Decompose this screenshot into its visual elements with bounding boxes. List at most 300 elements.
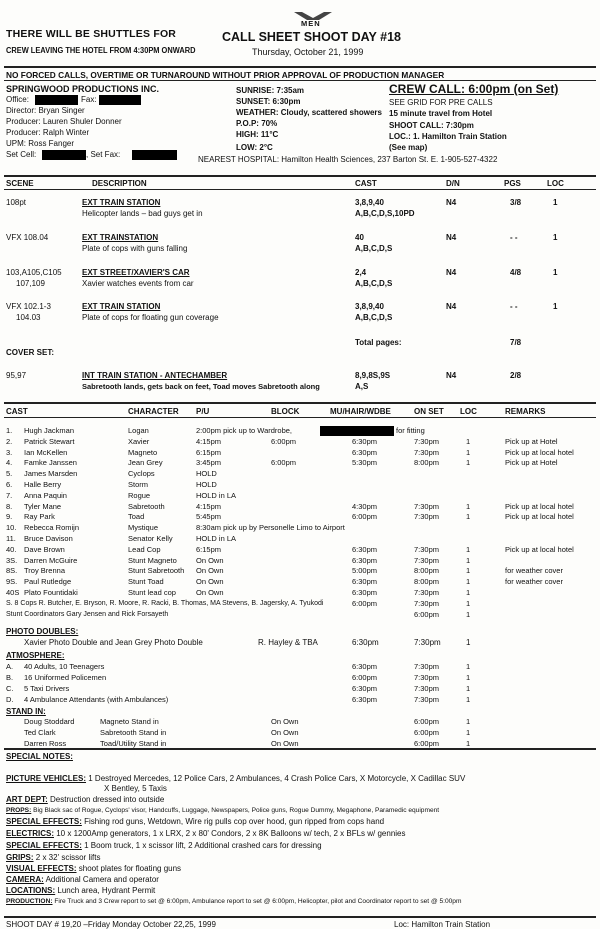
stand-in-row: [0, 717, 600, 726]
scene-row-detail: [0, 209, 600, 218]
note-label: SPECIAL EFFECTS:: [6, 841, 82, 850]
stand-in-on-set: 6:00pm: [414, 739, 440, 748]
scene-row: [0, 233, 600, 242]
location: LOC.: 1. Hamilton Train Station: [389, 132, 507, 141]
total-pages: 7/8: [510, 338, 522, 347]
atmosphere-on-set: 7:30pm: [414, 684, 440, 693]
scene-dn: N4: [446, 268, 457, 277]
special-note: [0, 875, 600, 885]
cast-remarks: Pick up at local hotel: [505, 512, 574, 522]
cast-character: Stunt Magneto: [128, 555, 177, 565]
cast-name: Halle Berry: [24, 480, 62, 489]
fax-label: Fax:: [81, 95, 97, 104]
note-line: [6, 806, 439, 816]
stand-in-name: Doug Stoddard: [24, 717, 75, 726]
scene-desc: Helicopter lands – bad guys get in: [82, 209, 203, 218]
scene-cast-2: A,B,C,D,S: [355, 313, 393, 322]
cast-remarks: Pick up at Hotel: [505, 436, 558, 446]
col-onset: ON SET: [414, 407, 444, 416]
scene-cast-2: A,B,C,D,S: [355, 244, 393, 253]
col-character: CHARACTER: [128, 407, 179, 416]
cast-loc: 1: [466, 501, 471, 511]
note-text: Fishing rod guns, Wetdown, Wire rig pulls cop over hood, gun ripped from cops hand: [81, 817, 385, 826]
stand-in-row: [0, 739, 600, 748]
scene-dn: N4: [446, 371, 457, 380]
footer-location: Loc: Hamilton Train Station: [394, 920, 491, 929]
stand-in-role: Toad/Utility Stand in: [100, 739, 167, 748]
scene-pgs: - -: [510, 302, 518, 311]
col-remarks: REMARKS: [505, 407, 546, 416]
set-cell-label: Set Cell:: [6, 150, 37, 159]
cast-remarks: for weather cover: [505, 577, 563, 587]
special-note: [0, 886, 600, 896]
atmosphere-loc: 1: [466, 662, 471, 671]
redacted-office: [35, 95, 78, 105]
stand-in-on-set: 6:00pm: [414, 717, 440, 726]
note-label: PRODUCTION:: [6, 898, 53, 905]
atmosphere-row: [0, 684, 600, 693]
cast-makeup: 5:30pm: [352, 458, 378, 468]
total-pages-label: Total pages:: [355, 338, 402, 347]
scene-pgs: 4/8: [510, 268, 522, 277]
cast-on-set: 7:30pm: [414, 436, 440, 446]
note-line: [6, 864, 181, 874]
stand-in-row: [0, 728, 600, 737]
cast-row: [0, 458, 600, 467]
cast-loc: 1: [466, 588, 471, 597]
cast-makeup: 6:30pm: [352, 447, 378, 457]
cast-name: Paul Rutledge: [24, 577, 72, 587]
cast-name: Plato Fountidaki: [24, 588, 78, 597]
cast-row: [0, 556, 600, 565]
cast-character: Toad: [128, 512, 145, 522]
scene-number: VFX 102.1-3: [6, 302, 51, 311]
stand-in-pickup: On Own: [271, 728, 299, 737]
atmosphere-on-set: 7:30pm: [414, 673, 440, 682]
extra-on-set: 7:30pm: [414, 599, 440, 608]
note-text-2: X Bentley, 5 Taxis: [104, 784, 167, 793]
col-loc: LOC: [460, 407, 477, 416]
cast-makeup: 5:00pm: [352, 566, 378, 576]
extra-loc: 1: [466, 610, 471, 619]
cast-character: Lead Cop: [128, 544, 161, 554]
stand-in-on-set: 6:00pm: [414, 728, 440, 737]
producer: Producer: Lauren Shuler Donner: [6, 117, 122, 126]
cast-remarks: Pick up at local hotel: [505, 447, 574, 457]
atmosphere-loc: 1: [466, 684, 471, 693]
scene-row: [0, 198, 600, 207]
cast-number: 2.: [6, 436, 13, 446]
cast-pickup: HOLD: [196, 469, 217, 479]
note-label: ART DEPT:: [6, 795, 48, 804]
note-line: [6, 853, 100, 863]
set-fax-label: , Set Fax:: [86, 150, 121, 159]
redacted-set-fax: [132, 150, 177, 160]
cast-makeup: 6:30pm: [352, 588, 378, 597]
scene-row-detail: [0, 313, 600, 322]
note-label: PICTURE VEHICLES:: [6, 774, 87, 783]
note-label: CAMERA:: [6, 875, 44, 884]
extra-text: S. 8 Cops R. Butcher, E. Bryson, R. Moore, R. Racki, B. Thomas, MA Stevens, B. Jagersky, A. Tyukodi: [6, 600, 324, 607]
cast-character: Xavier: [128, 436, 150, 446]
cast-loc: 1: [466, 555, 471, 565]
cast-pickup: On Own: [196, 588, 224, 597]
note-line: [6, 897, 461, 907]
cast-character: Logan: [128, 426, 149, 435]
cast-number: 3.: [6, 447, 13, 457]
col-description: DESCRIPTION: [92, 179, 147, 188]
upm: UPM: Ross Fanger: [6, 139, 75, 148]
note-text: Fire Truck and 3 Crew report to set @ 6:00pm, Ambulance report to set @ 6:00pm, Helicopter, pilot and Coordinator report to set @ 5:00pm: [52, 898, 462, 905]
photo-doubles-onset: 7:30pm: [414, 638, 441, 647]
see-map: (See map): [389, 143, 428, 152]
cover-set-label: COVER SET:: [6, 348, 55, 357]
atmosphere-row: [0, 673, 600, 682]
cast-character: Jean Grey: [128, 458, 163, 468]
weather-text: WEATHER: Cloudy, scattered showers: [236, 108, 382, 117]
special-note: [0, 864, 600, 874]
note-text: Additional Camera and operator: [43, 875, 159, 884]
scene-dn: N4: [446, 233, 457, 242]
scene-desc: Sabretooth lands, gets back on feet, Toad moves Sabretooth along: [82, 382, 320, 391]
scene-cast: 8,9,8S,9S: [355, 371, 391, 380]
cast-character: Rogue: [128, 490, 151, 500]
cast-loc: 1: [466, 512, 471, 522]
travel-time: 15 minute travel from Hotel: [389, 109, 493, 118]
cast-name: James Marsden: [24, 469, 78, 479]
company-name: SPRINGWOOD PRODUCTIONS INC.: [6, 84, 160, 94]
grid-note: SEE GRID FOR PRE CALLS: [389, 98, 493, 107]
cast-pickup: On Own: [196, 566, 224, 576]
production-warning: NO FORCED CALLS, OVERTIME OR TURNAROUND WITHOUT PRIOR APPROVAL OF PRODUCTION MANAGER: [6, 70, 445, 80]
cast-row: [0, 502, 600, 511]
cast-number: 4.: [6, 458, 13, 468]
cast-loc: 1: [466, 436, 471, 446]
atmosphere-makeup: 6:30pm: [352, 684, 378, 693]
cast-name: Troy Brenna: [24, 566, 65, 576]
cast-pickup: 3:45pm: [196, 458, 222, 468]
note-line: [6, 795, 164, 805]
cast-on-set: 8:00pm: [414, 458, 440, 468]
special-note: [0, 806, 600, 816]
atmosphere-loc: 1: [466, 673, 471, 682]
note-text: 10 x 1200Amp generators, 1 x LRX, 2 x 80' Condors, 2 x 8K Balloons w/ tech, 2 x BFLs w/ gennies: [54, 829, 406, 838]
cast-number: 8S.: [6, 566, 18, 576]
cast-number: 8.: [6, 501, 13, 511]
col-pu: P/U: [196, 407, 210, 416]
special-note: [0, 829, 600, 839]
cast-pickup: HOLD: [196, 480, 217, 489]
cast-number: 40.: [6, 544, 17, 554]
cast-number: 1.: [6, 426, 13, 435]
cast-pickup: 2:00pm pick up to Wardrobe,: [196, 426, 293, 435]
cast-name: Ian McKellen: [24, 447, 68, 457]
cast-pickup: 6:15pm: [196, 447, 222, 457]
extra-makeup: 6:00pm: [352, 599, 378, 608]
note-text: shoot plates for floating guns: [76, 864, 182, 873]
scene-loc: 1: [553, 268, 558, 277]
stand-in-pickup: On Own: [271, 739, 299, 748]
note-line: [6, 875, 159, 885]
note-line: [6, 829, 406, 839]
atmosphere-text: 4 Ambulance Attendants (with Ambulances): [24, 695, 169, 704]
note-label: VISUAL EFFECTS:: [6, 864, 77, 873]
cast-row: [0, 426, 600, 435]
note-text: 1 Boom truck, 1 x scissor lift, 2 Additional crashed cars for dressing: [81, 841, 322, 850]
director: Director: Bryan Singer: [6, 106, 85, 115]
cast-number: 3S.: [6, 555, 18, 565]
note-label: GRIPS:: [6, 853, 34, 862]
cast-on-set: 8:00pm: [414, 577, 440, 587]
cast-block: 6:00pm: [271, 436, 297, 446]
redacted-set-cell: [42, 150, 86, 160]
note-text: 2 x 32' scissor lifts: [33, 853, 101, 862]
cast-loc: 1: [466, 577, 471, 587]
cast-number: 5.: [6, 469, 13, 479]
photo-doubles-row: [0, 638, 600, 647]
scene-cast: 3,8,9,40: [355, 302, 384, 311]
atmosphere-letter: C.: [6, 684, 14, 693]
cast-character: Mystique: [128, 523, 159, 533]
cast-number: 11.: [6, 534, 16, 543]
scene-title: INT TRAIN STATION - ANTECHAMBER: [82, 371, 228, 380]
cast-makeup: 6:30pm: [352, 544, 378, 554]
sunset: SUNSET: 6:30pm: [236, 97, 301, 106]
cast-name: Tyler Mane: [24, 501, 62, 511]
cast-pickup: 4:15pm: [196, 436, 222, 446]
col-loc: LOC: [547, 179, 564, 188]
office-label: Office:: [6, 95, 29, 104]
scene-loc: 1: [553, 302, 558, 311]
cover-scene-row-2: [0, 382, 600, 391]
scene-title: EXT TRAIN STATION: [82, 198, 161, 207]
weather: [236, 108, 382, 117]
special-note: [0, 853, 600, 863]
note-label: LOCATIONS:: [6, 886, 56, 895]
cast-loc: 1: [466, 447, 471, 457]
pop: P.O.P: 70%: [236, 119, 278, 128]
cast-name: Patrick Stewart: [24, 436, 75, 446]
cast-character: Stunt Toad: [128, 577, 164, 587]
special-note: [0, 817, 600, 827]
atmosphere-row: [0, 662, 600, 671]
scene-row: [0, 302, 600, 311]
scene-number: 108pt: [6, 198, 27, 207]
atmosphere-text: 16 Uniformed Policemen: [24, 673, 107, 682]
atmosphere-letter: B.: [6, 673, 14, 682]
col-dn: D/N: [446, 179, 460, 188]
cast-character: Sabretooth: [128, 501, 165, 511]
cast-on-set: 7:30pm: [414, 501, 440, 511]
col-block: BLOCK: [271, 407, 300, 416]
atmosphere-text: 5 Taxi Drivers: [24, 684, 70, 693]
atmosphere-letter: A.: [6, 662, 14, 671]
redacted-wardrobe: [320, 426, 394, 436]
shuttle-note-detail: CREW LEAVING THE HOTEL FROM 4:30PM ONWARD: [6, 46, 196, 55]
cast-number: 10.: [6, 523, 17, 533]
scene-number-2: 107,109: [16, 279, 45, 288]
note-line: [6, 817, 384, 827]
atmosphere-text: 40 Adults, 10 Teenagers: [24, 662, 105, 671]
scene-desc: Xavier watches events from car: [82, 279, 194, 288]
photo-doubles-loc: 1: [466, 638, 471, 647]
scene-row: [0, 268, 600, 277]
cast-number: 9S.: [6, 577, 18, 587]
cast-character: Cyclops: [128, 469, 155, 479]
cast-on-set: 7:30pm: [414, 555, 440, 565]
scene-dn: N4: [446, 198, 457, 207]
cast-row: [0, 566, 600, 575]
note-line: [6, 886, 155, 896]
scene-title: EXT STREET/XAVIER'S CAR: [82, 268, 190, 277]
atmosphere-letter: D.: [6, 695, 14, 704]
producer-2: Producer: Ralph Winter: [6, 128, 90, 137]
low-temp: LOW: 2°C: [236, 143, 273, 152]
col-scene: SCENE: [6, 179, 34, 188]
stand-in-loc: 1: [466, 728, 471, 737]
cast-number: 7.: [6, 490, 13, 500]
cast-on-set: 7:30pm: [414, 544, 440, 554]
cast-pickup: 8:30am pick up by Personelle Limo to Airport: [196, 523, 345, 533]
crew-call: CREW CALL: 6:00pm (on Set): [389, 82, 559, 96]
footer-next-shoot: SHOOT DAY # 19,20 –Friday Monday October 22,25, 1999: [6, 920, 216, 929]
cast-row: [0, 491, 600, 500]
photo-doubles-text: Xavier Photo Double and Jean Grey Photo Double: [24, 638, 203, 647]
cast-name: Dave Brown: [24, 544, 65, 554]
cast-pickup: 6:15pm: [196, 544, 222, 554]
col-mu: MU/HAIR/WDBE: [330, 407, 391, 416]
atmosphere-on-set: 7:30pm: [414, 662, 440, 671]
scene-cast-2: A,B,C,D,S: [355, 279, 393, 288]
atmosphere-on-set: 7:30pm: [414, 695, 440, 704]
cast-loc: 1: [466, 544, 471, 554]
cast-row: [0, 512, 600, 521]
scene-cast-2: A,B,C,D,S,10PD: [355, 209, 415, 218]
cast-makeup: 4:30pm: [352, 501, 378, 511]
cast-row: [0, 588, 600, 597]
cast-character: Stunt lead cop: [128, 588, 176, 597]
cast-loc: 1: [466, 566, 471, 576]
scene-loc: 1: [553, 198, 558, 207]
cast-remarks: Pick up at Hotel: [505, 458, 558, 468]
stand-in-loc: 1: [466, 739, 471, 748]
scene-cast-2: A,S: [355, 382, 369, 391]
photo-doubles-label: PHOTO DOUBLES:: [6, 627, 79, 636]
cast-pickup: 5:45pm: [196, 512, 222, 522]
atmosphere-loc: 1: [466, 695, 471, 704]
page-title: CALL SHEET SHOOT DAY #18: [222, 30, 401, 44]
sunrise: SUNRISE: 7:35am: [236, 86, 305, 95]
cast-row: [0, 523, 600, 532]
note-text: Big Black sac of Rogue, Cyclops' visor, Handcuffs, Luggage, Newspapers, Police guns, Rogue Dummy, Megaphone, Paramedic equipment: [31, 807, 440, 814]
note-label: SPECIAL EFFECTS:: [6, 817, 82, 826]
cast-remarks: Pick up at local hotel: [505, 544, 574, 554]
cast-row: [0, 469, 600, 478]
cast-makeup: 6:00pm: [352, 512, 378, 522]
extra-row: [0, 610, 600, 619]
scene-row-detail: [0, 244, 600, 253]
cast-on-set: 7:30pm: [414, 512, 440, 522]
cast-header: [0, 407, 600, 416]
shoot-date: Thursday, October 21, 1999: [252, 47, 364, 57]
cast-row: [0, 448, 600, 457]
stand-in-name: Ted Clark: [24, 728, 56, 737]
stand-in-role: Magneto Stand in: [100, 717, 159, 726]
stand-in-name: Darren Ross: [24, 739, 67, 748]
atmosphere-row: [0, 695, 600, 704]
redacted-fax: [99, 95, 141, 105]
cast-loc: 1: [466, 458, 471, 468]
cast-number: 9.: [6, 512, 13, 522]
note-text: 1 Destroyed Mercedes, 12 Police Cars, 2 Ambulances, 4 Crash Police Cars, X Motorcycle, X Cadillac SUV: [86, 774, 466, 783]
col-cast: CAST: [355, 179, 377, 188]
cast-name: Rebecca Romijn: [24, 523, 80, 533]
photo-doubles-mu: 6:30pm: [352, 638, 379, 647]
special-note: [0, 774, 600, 794]
scene-number-2: 104.03: [16, 313, 41, 322]
note-text: Lunch area, Hydrant Permit: [55, 886, 156, 895]
cast-name: Famke Janssen: [24, 458, 77, 468]
cast-row: [0, 437, 600, 446]
cast-block: 6:00pm: [271, 458, 297, 468]
cast-name: Ray Park: [24, 512, 55, 522]
scene-title: EXT TRAIN STATION: [82, 302, 161, 311]
atmosphere-label: ATMOSPHERE:: [6, 651, 65, 660]
col-cast: CAST: [6, 407, 28, 416]
cast-on-set: 7:30pm: [414, 447, 440, 457]
note-line: [6, 841, 322, 851]
cast-makeup: 6:30pm: [352, 555, 378, 565]
col-pgs: PGS: [504, 179, 521, 188]
atmosphere-makeup: 6:00pm: [352, 673, 378, 682]
extra-text: Stunt Coordinators Gary Jensen and Rick Forsayeth: [6, 611, 169, 618]
extra-loc: 1: [466, 599, 471, 608]
cast-pickup: On Own: [196, 555, 224, 565]
scene-dn: N4: [446, 302, 457, 311]
extra-on-set: 6:00pm: [414, 610, 440, 619]
scene-pgs: 2/8: [510, 371, 522, 380]
cast-remarks: for weather cover: [505, 566, 563, 576]
cast-name: Anna Paquin: [24, 490, 67, 500]
cast-note: for fitting: [396, 426, 425, 435]
cast-row: [0, 534, 600, 543]
special-note: [0, 795, 600, 805]
cast-character: Storm: [128, 480, 149, 489]
cast-number: 6.: [6, 480, 13, 489]
cast-number: 40S: [6, 588, 20, 597]
xmen-logo: [292, 10, 334, 28]
scene-number: 103,A105,C105: [6, 268, 62, 277]
stand-in-role: Sabretooth Stand in: [100, 728, 167, 737]
cast-name: Hugh Jackman: [24, 426, 75, 435]
scene-cast: 2,4: [355, 268, 367, 277]
note-label: ELECTRICS:: [6, 829, 54, 838]
cast-row: [0, 545, 600, 554]
scene-loc: 1: [553, 233, 558, 242]
stand-in-loc: 1: [466, 717, 471, 726]
cast-pickup: On Own: [196, 577, 224, 587]
scene-pgs: 3/8: [510, 198, 522, 207]
high-temp: HIGH: 11°C: [236, 130, 279, 139]
note-label: PROPS:: [6, 807, 32, 814]
atmosphere-makeup: 6:30pm: [352, 662, 378, 671]
scene-number: VFX 108.04: [6, 233, 49, 242]
cast-character: Magneto: [128, 447, 158, 457]
shuttle-note: THERE WILL BE SHUTTLES FOR: [6, 28, 177, 40]
cast-on-set: 8:00pm: [414, 566, 440, 576]
cast-pickup: HOLD in LA: [196, 534, 237, 543]
special-notes-label: SPECIAL NOTES:: [6, 752, 73, 761]
